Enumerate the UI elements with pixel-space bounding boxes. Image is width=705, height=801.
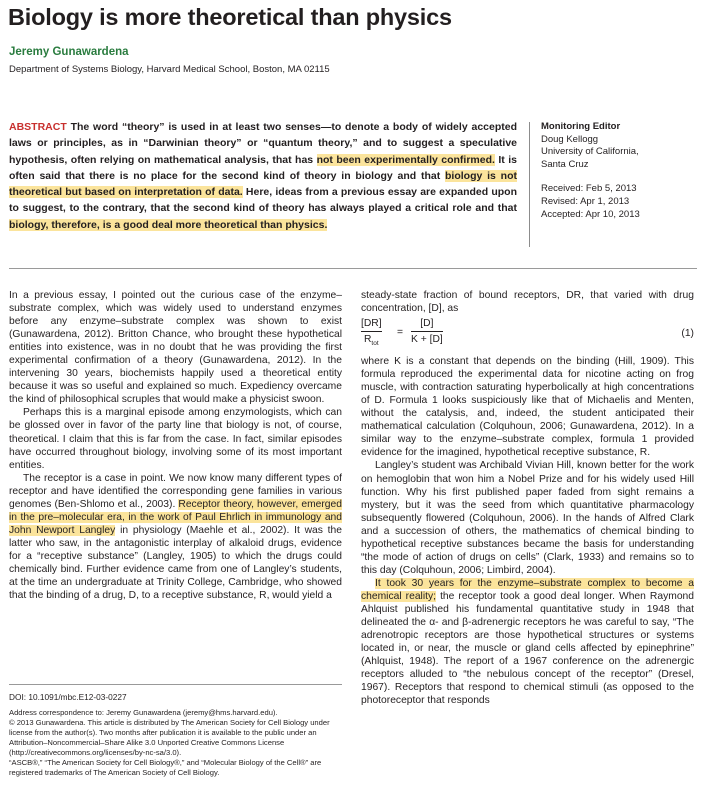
abstract-label: ABSTRACT: [9, 121, 67, 133]
equation-right-fraction: [411, 317, 443, 346]
paragraph: Langley’s student was Archibald Vivian Hill, known better for the work on hemoglobin that won him a Nobel Prize and for his widely used Hill function. Why his first published paper faded from sight remains a mystery, but it was the seed from which quantitative pharmacology subsequently flowered (Colquhoun, 2006). In the hands of Alfred Clark and a succession of others, the mathematics of chemical binding to hypothetical receptive substances became the basis for understanding “the mode of action of drugs on cells” (Clark, 1933) and remains so to this day (Colquhoun, 2006; Limbird, 2004).: [361, 460, 694, 576]
abstract-highlight-3: biology, therefore, is a good deal more theoretical than physics.: [9, 218, 328, 231]
paragraph-highlight: Receptor theory, however, emerged in the pre–molecular era, in the work of Paul Ehrlich in immunology and John Newport Langley: [9, 498, 342, 536]
footnote: [9, 692, 342, 778]
doi: DOI: 10.1091/mbc.E12-03-0227: [9, 692, 127, 702]
paragraph-text: the receptor took a good deal longer. When Raymond Ahlquist published his fundamental quantitative study in 1948 that delineated the α- and β-adrenergic receptors he was careful to say, “The adrenotropic receptors are those hypothetical structures or systems located in, or near, the muscle or gland cells affected by epinephrine” (Ahlquist, 1948). The report of a 1967 conference on the adrenergic receptors alluded to “the nebulous concept of the receptor” (Dresel, 1967). Receptors that respond to chemical stimuli (as opposed to the photoreceptor that responds: [361, 590, 694, 707]
paragraph: [361, 577, 694, 707]
editor-institution-line-1: University of California,: [541, 146, 639, 158]
paragraph-text: The receptor is a case in point. We now know many different types of receptor and have identified the corresponding gene families in various genomes (Ben-Shlomo et al., 2003).: [9, 472, 342, 510]
author-name: Jeremy Gunawardena: [9, 46, 129, 58]
article-title: Biology is more theoretical than physics: [8, 4, 452, 30]
revised-date: Revised: Apr 1, 2013: [541, 195, 630, 207]
equation-equals: =: [397, 327, 404, 339]
paragraph: where K is a constant that depends on the binding (Hill, 1909). This formula reproduced the experimental data for nicotine acting on frog muscle, with contraction saturating hyperbolically at high concentrations of D. Formula 1 looks suspiciously like that of Michaelis and Menten, without the catalysis, and, indeed, the student anticipated their mathematical calculation (Colquhoun, 2006; Gunawardena, 2012). In a similar way to the enzyme–substrate complex, formula 1 provided evidence for the imagined, hypothetical receptive substance, R.: [361, 356, 694, 459]
correspondence: Address correspondence to: Jeremy Gunawardena (jeremy@hms.harvard.edu).: [9, 708, 278, 717]
equation-number: (1): [681, 328, 694, 340]
abstract-text-2: It is often said that there is no place for the second kind of theory in biology and that: [9, 153, 517, 182]
equation-left-fraction: [361, 317, 382, 350]
trademark-text: “ASCB®,” “The American Society for Cell Biology®,” and “Molecular Biology of the Cell®” are registered trademarks of The American Society of Cell Biology.: [9, 758, 322, 777]
abstract: [9, 119, 517, 233]
header-divider: [9, 268, 697, 269]
equation-1: [361, 317, 694, 351]
paragraph: Perhaps this is a marginal episode among enzymologists, which can be glossed over in favor of the party line that biology is not, of course, theoretical. I claim that this is far from the case. In fact, similar episodes have occurred throughout biology, involving some of its most important entities.: [9, 407, 342, 471]
body-right-column: [361, 289, 694, 707]
received-date: Received: Feb 5, 2013: [541, 183, 637, 195]
equation-denominator-right: K + [D]: [411, 334, 443, 346]
editor-name: Doug Kellogg: [541, 133, 599, 145]
paragraph: In a previous essay, I pointed out the curious case of the enzyme–substrate complex, which was widely used to understand enzymes before any enzyme–substrate complex was shown to exist (Gunawardena, 2012). Britton Chance, who brought these hypothetical entities into existence, was in no doubt that he was providing the first experimental confirmation of a theory (Gunawardena, 2012). In the intervening 30 years, biochemists happily used a theoretical entity because it was so useful and explained so much. Expediency overcame the kind of philosophical scruples that would make a physicist swoon.: [9, 290, 342, 406]
accepted-date: Accepted: Apr 10, 2013: [541, 208, 640, 220]
equation-numerator-right: [D]: [420, 318, 434, 330]
paragraph: steady-state fraction of bound receptors, DR, that varied with drug concentration, [D], as: [361, 290, 694, 315]
editor-institution-line-2: Santa Cruz: [541, 158, 589, 170]
paragraph-text: in physiology (Maehle et al., 2002). It was the latter who saw, in the antagonistic interplay of alkaloid drugs, evidence for a “receptive substance” (Langley, 1905) to which the drugs could chemically bind. Further evidence came from one of Langley’s students, at the time an undergraduate at Trinity College, Cambridge, who showed that the binding of a drug, D, to a receptive substance, R, would yield a: [9, 524, 342, 602]
abstract-text-1: The word “theory” is used in at least two senses—to denote a body of widely accepted laws or principles, as in “Darwinian theory” or “quantum theory,” and to suggest a speculative hypothesis, often relying on mathematical analysis, that has: [9, 121, 517, 166]
monitoring-editor-label: Monitoring Editor: [541, 121, 621, 132]
author-affiliation: Department of Systems Biology, Harvard Medical School, Boston, MA 02115: [9, 64, 330, 75]
body-left-column: [9, 289, 342, 602]
equation-denominator-left: $R_{tot}$: [363, 334, 379, 348]
paragraph-highlight: It took 30 years for the enzyme–substrate complex to become a chemical reality;: [361, 577, 694, 602]
equation-numerator-left: [DR]: [361, 318, 382, 330]
abstract-highlight-1: not been experimentally confirmed.: [316, 153, 495, 166]
sidebar-divider: [529, 122, 530, 247]
license-text: © 2013 Gunawardena. This article is distributed by The American Society for Cell Biology under license from the author(s). Two months after publication it is available to the public under an Attribution–Noncommercial–Share Alike 3.0 Unported Creative Commons License (http://creativecommons.org/licenses/by-nc-sa/3.0).: [9, 718, 330, 757]
abstract-text-3: Here, ideas from a previous essay are expanded upon to suggest, to the contrary, that the second kind of theory has always played a critical role and that: [9, 186, 517, 215]
footnote-divider: [9, 684, 342, 685]
paragraph: [9, 472, 342, 602]
editor-sidebar: [541, 121, 691, 221]
abstract-highlight-2: biology is not theoretical but based on interpretation of data.: [9, 169, 517, 199]
